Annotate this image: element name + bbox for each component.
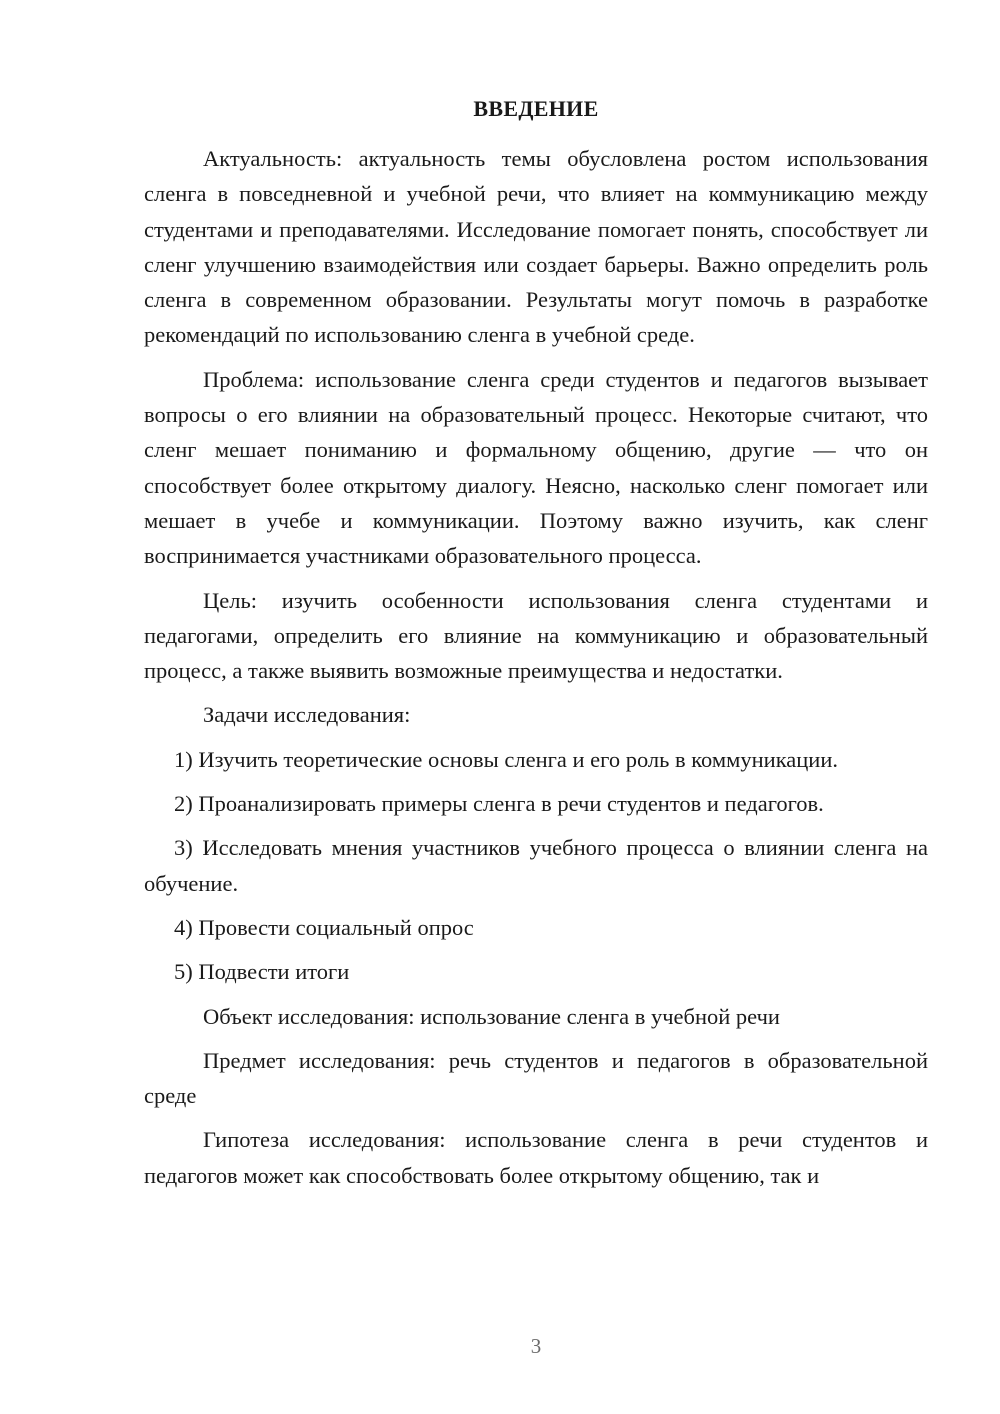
paragraph-goal: Цель: изучить особенности использования сленга студентами и педагогами, определить его влияние на коммуникацию и образовательный процесс, а также выявить возможные преимущества и недостатки. — [144, 587, 928, 684]
task-item-1: 1) Изучить теоретические основы сленга и его роль в коммуникации. — [174, 746, 839, 772]
tasks-heading: Задачи исследования: — [203, 702, 411, 728]
paragraph-subject: Предмет исследования: речь студентов и педагогов в образовательной среде — [144, 1047, 928, 1109]
paragraph-hypothesis: Гипотеза исследования: использование сленга в речи студентов и педагогов может как способствовать более открытому общению, так и — [144, 1127, 928, 1188]
task-item-3: 3) Исследовать мнения участников учебного процесса о влиянии сленга на обучение. — [144, 835, 928, 896]
task-item-4: 4) Провести социальный опрос — [174, 914, 474, 940]
body-text — [144, 141, 928, 1202]
paragraph-relevance: Актуальность: актуальность темы обусловлена ростом использования сленга в повседневной и учебной речи, что влияет на коммуникацию между студентами и преподавателями. Исследование помогает понять, способствует ли сленг улучшению взаимодействия или создает барьеры. Важно определить роль сленга в современном образовании. Результаты могут помочь в разработке рекомендаций по использованию сленга в учебной среде. — [144, 146, 928, 348]
paragraph-object: Объект исследования: использование сленга в учебной речи — [203, 1003, 780, 1029]
task-item-5: 5) Подвести итоги — [174, 959, 350, 985]
task-item-2: 2) Проанализировать примеры сленга в речи студентов и педагогов. — [174, 791, 824, 817]
section-title: ВВЕДЕНИЕ — [473, 96, 599, 121]
page-number: 3 — [530, 1334, 542, 1358]
paragraph-problem: Проблема: использование сленга среди студентов и педагогов вызывает вопросы о его влиянии на образовательный процесс. Некоторые считают, что сленг мешает пониманию и формальному общению, другие — что он способствует более открытому диалогу. Неясно, насколько сленг помогает или мешает в учебе и коммуникации. Поэтому важно изучить, как сленг воспринимается участниками образовательного процесса. — [144, 366, 928, 569]
